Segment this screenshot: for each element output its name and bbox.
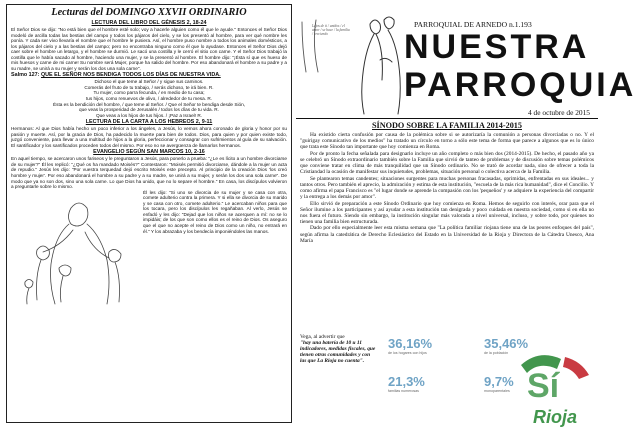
rioja-watermark-logo <box>511 347 597 429</box>
quote-box <box>300 334 376 364</box>
article-paragraph: Por de pronto la fecha señalada para designarlo incluye un año completo o más bien dos (2014-2015). De hecho, el pasado año ya se celebró un Sínodo extraordinario también sobre la Familia que sirvió de tanteo de problemas y de discusión sobre temas polémicos que conviene tratar en clima de más tranquilidad que un Sínodo ordinario. No se trató de acordar nada, sino de ofrecer a toda la Cristiandad la ocasión de manifestar sus inquietudes, problemas, situación personal o colectiva acerca de la Familia. <box>300 150 594 176</box>
jesus-children-sketch <box>11 190 139 308</box>
masthead-title-line2: PARROQUIA <box>404 66 636 104</box>
parish-line: PARROQUIAL DE ARNEDO n.1.193 <box>414 20 532 29</box>
stat-label: monoparentales <box>484 389 510 393</box>
stat-item <box>388 336 478 355</box>
article-paragraph: Se plantearon temas candentes; situaciones surgentes para muchas personas fracasadas, oprimidas, enfrentadas en sus ideales... y tantos otros. Pero también el aprecio, la admiración y estima de esta institución, "escuela de la más rica humanidad", dice el Concilio. Y como afirma el papa Francisco es "el lugar donde se aprende la compasión con los 'pequeños' y se adquiere la experiencia del compartir y la entrega a los demás por amor". <box>300 175 594 200</box>
divider <box>296 118 598 119</box>
quote-lead: Vega, al advertir que <box>300 334 345 340</box>
psalm-line: Ésta es la bendición del hombre, / que teme al Señor. / Que el Señor te bendiga desde Sión, <box>52 101 246 107</box>
psalm-heading <box>11 72 287 79</box>
stat-item <box>388 374 478 393</box>
psalm-response: QUE EL SEÑOR NOS BENDIGA TODOS LOS DÍAS DE NUESTRA VIDA. <box>40 72 221 79</box>
article-paragraph: Ello sirvió de preparación a este Sínodo Ordinario que hoy comienza en Roma. Hemos de seguirlo con interés, orar para que el Señor ilumine a los participantes y así ayudar a esta institución tan denigrada y poco cuidada en nuestra sociedad, como si en ella no nos fuera el futuro. Siendo sin embargo, la institución singular más valorada a nivel universal, incluso, y sobre todo, por quienes no tienen una familia bien estructurada. <box>300 200 594 225</box>
reading1-heading: LECTURA DEL LIBRO DEL GÉNESIS 2, 18-24 <box>91 20 207 26</box>
watermark-mark: Sí <box>527 367 560 405</box>
readings-title: Lecturas del DOMINGO XXVII ORDINARIO <box>51 7 247 18</box>
gospel-text-side: Él les dijo: "Si uno se divorcia de su mujer y se casa con otra, comete adulterio contra la primera. Y si ella se divorcia de su marido y se casa con otro, comete adulterio." Le acercaban niños para que los tocara, pero los discípulos les regañaban. Al verlo, Jesús se enfadó y les dijo: "Dejad que los niños se acerquen a mí: no se lo impidáis; de los que son como ellos es el reino de Dios. Os aseguro que el que no acepte el reino de Dios como un niño, no entrará en él." Y los abrazaba y los bendecía imponiéndoles las manos. <box>143 189 287 234</box>
masthead-title-line1: NUESTRA <box>404 28 590 66</box>
stat-value: 36,16% <box>388 336 433 351</box>
psalm-line: que veas la prosperidad de Jerusalén / todos los días de tu vida. R. <box>79 107 219 113</box>
gospel-text-full: En aquel tiempo, se acercaron unos fariseos y le preguntaron a Jesús, para ponerlo a prueba: "¿Le es lícito a un hombre divorciarse de su mujer?" Él les replicó: "¿Qué os ha mandado Moisés?" Contestaron: "Moisés permitió divorciarse, dándole a la mujer un acta de repudio." Jesús les dijo: "Por vuestra terquedad dejó escrito Moisés este precepto. Al principio de la creación Dios 'los creó hombre y mujer'. Por eso abandonará el hombre a su padre y a su madre, se unirá a su mujer, y serán los dos una sola carne". De modo que ya no son dos, sino una sola carne. Lo que Dios ha unido, que no lo separe el hombre." En casa, los discípulos volvieron a preguntarle sobre lo mismo. <box>11 156 287 190</box>
article-title: SÍNODO SOBRE LA FAMILIA 2014-2015 <box>372 121 522 130</box>
stat-label: familias numerosas <box>388 389 419 393</box>
stat-value: 35,46% <box>484 336 529 351</box>
newsletter-right <box>296 4 636 427</box>
family-illustration <box>354 10 406 118</box>
gospel-split <box>11 190 287 308</box>
reading2-text: Hermanos: Al que Dios había hecho un poco inferior a los ángeles, a Jesús, lo vemos ahora coronado de gloria y honor por su pasión y muerte. Así, por la gracia de Dios, ha padecido la muerte para bien de todos. Dios, para quien y por quien existe todo, juzgó conveniente, para llevar a una multitud de hijos a la gloria, perfeccionar y consagrar con sufrimientos al guía de su salvación. El santificador y los santificados proceden todos del mismo. Por eso no se avergüenza de llamarlos hermanos. <box>11 126 287 148</box>
logo-poem: Lejos de ti / unidos / el amor / se hace / la familia / creciendo <box>312 24 350 37</box>
psalm-line: Que veas a los hijos de tus hijos. / ¡Paz a Israel! R. <box>95 112 203 118</box>
psalm-line: Comerás del fruto de tu trabajo, / serás dichoso, te irá bien. R. <box>84 84 214 90</box>
psalm-line: Dichoso el que teme al Señor / y sigue sus caminos. <box>94 79 204 85</box>
gospel-heading: EVANGELIO SEGÚN SAN MARCOS 10, 2-16 <box>93 149 205 156</box>
reading1-text: El Señor Dios se dijo: "No está bien que el hombre esté solo; voy a hacerle alguien como él que le ayude." Entonces el Señor Dios modeló de arcilla todas las bestias del campo y todos los pájaros del cielo, y se los presentó al hombre, para ver qué nombre les ponía. Y cada ser vivo llevaría el nombre que el hombre le pusiera. Así, el hombre puso nombre a todos los animales domésticos, a los pájaros del cielo y a las bestias del campo; pero no encontraba ninguno como él que lo ayudase. Entonces el Señor Dios dejó caer sobre el hombre un letargo, y el hombre se durmió. Le sacó una costilla y le cerró el sitio con carne. Y el Señor Dios trabajó la costilla que le había sacado al hombre, haciendo una mujer, y se la presentó al hombre. El hombre dijo: "¡Ésta sí que es hueso de mis huesos y carne de mi carne! Su nombre será Mujer, porque ha salido del hombre. Por eso abandonará el hombre a su padre y a su madre, se unirá a su mujer y serán los dos una sola carne". <box>11 27 287 71</box>
stat-value: 9,7% <box>484 374 514 389</box>
issue-date: 4 de octubre de 2015 <box>528 108 590 117</box>
article-paragraph: Dado por ello especialmente leer esta misma semana que "La política familiar riojana tiene una de las peores enfoques del país", según afirma la catedrática de Derecho Eclesiástico del Estado en la Universidad de la Rioja y Directora de la Cátedra Unesco, Ana María <box>300 225 594 244</box>
article-body <box>300 132 594 244</box>
psalm-line: tus hijos, como renuevos de olivo, / alrededor de tu mesa. R. <box>85 96 213 102</box>
psalm-line: Tu mujer, como parra fecunda, / en medio de tu casa; <box>93 90 205 96</box>
stat-label: de los hogares con hijos <box>388 351 427 355</box>
watermark-text: Rioja <box>533 407 578 427</box>
reading2-heading: LECTURA DE LA CARTA A LOS HEBREOS 2, 9-11 <box>85 119 213 126</box>
quote-text: "hay una batería de 10 u 11 indicadores, medidas fiscales, que tienen otras comunidades y con las que La Rioja no cuenta". <box>300 340 376 365</box>
stat-value: 21,3% <box>388 374 425 389</box>
article-paragraph: Ha existido cierta confusión por causa de la polémica sobre si se autorizaría la comunión a personas divorciadas o no. Y el "guirigay comunicativo de los medios" ha tratado un círculo en torno a sólo este tema de forma que parece a algunos que es lo único que trata este Sínodo tan importante que hoy comienza en Roma. <box>300 132 594 151</box>
stat-label: de la población <box>484 351 509 355</box>
readings-column <box>6 4 292 423</box>
psalm-label: Salmo 127: <box>11 72 40 79</box>
